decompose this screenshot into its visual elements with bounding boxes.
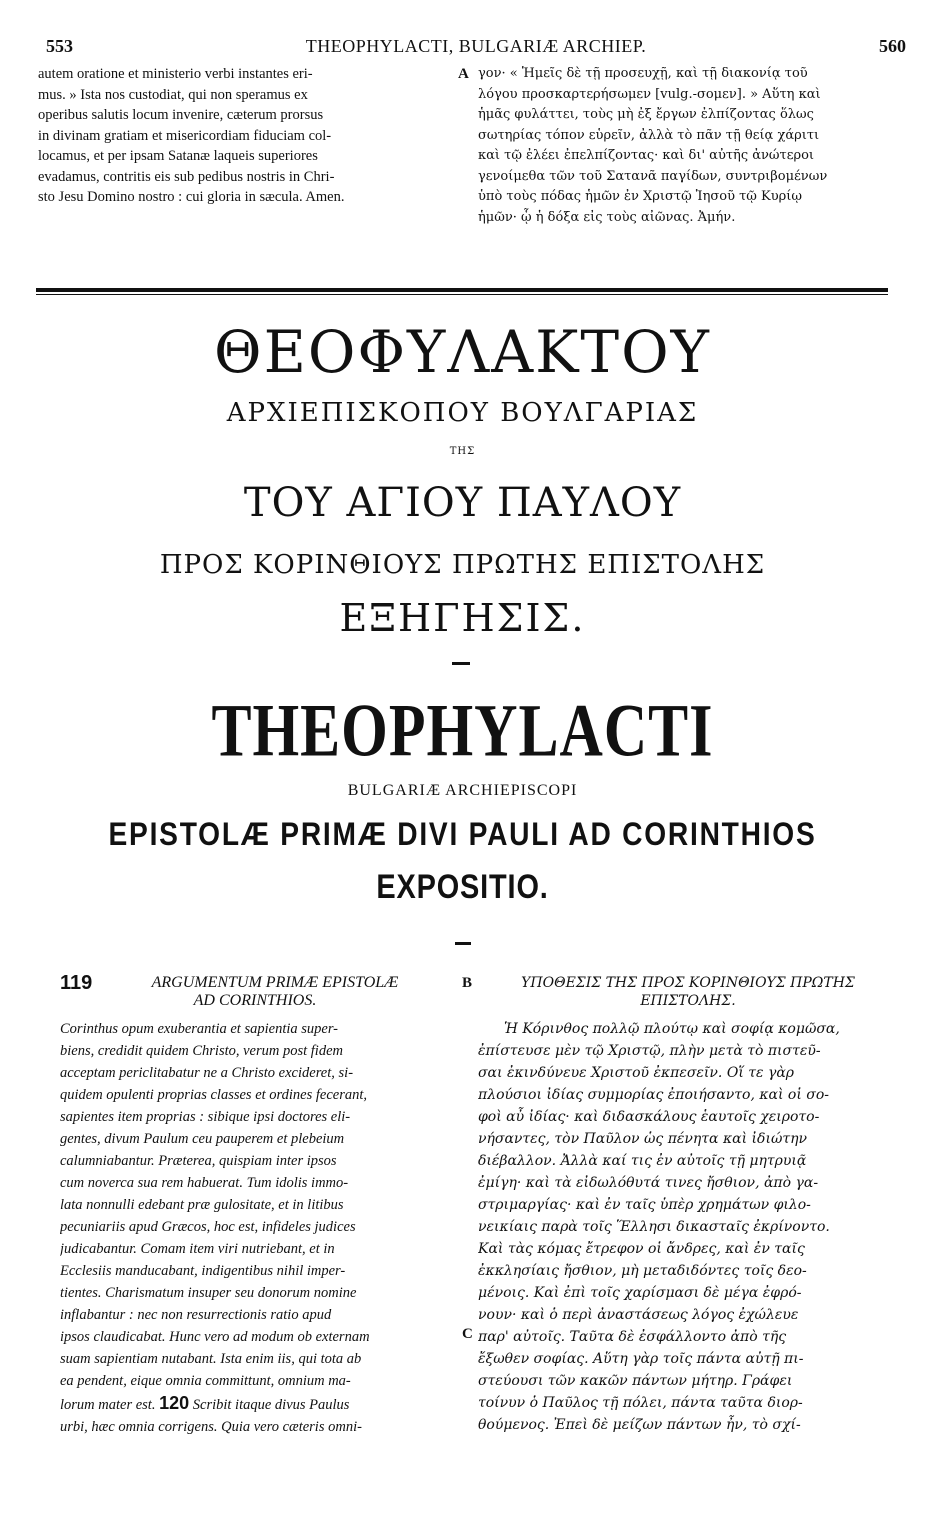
text-line: biens, credidit quidem Christo, verum post fidem <box>60 1043 343 1059</box>
text-line: θούμενος. Ἐπεὶ δὲ μείζων πάντων ἦν, τὸ σχί- <box>478 1417 801 1433</box>
greek-title-line-2: ΑΡΧΙΕΠΙΣΚΟΠΟΥ ΒΟΥΛΓΑΡΙΑΣ <box>226 398 699 428</box>
top-greek-column <box>478 64 908 228</box>
page-number-right: 560 <box>879 36 906 56</box>
text-line: γενοίμεθα τῶν τοῦ Σατανᾶ παγίδων, συντριβομένων <box>478 168 828 184</box>
section-heading-line: AD CORINTHIOS. <box>193 992 317 1009</box>
text-line: pecuniariis apud Græcos, hoc est, infideles judices <box>60 1219 356 1235</box>
text-line: lata nonnulli edebant præ gulositate, et in litibus <box>60 1197 344 1213</box>
text-line: gentes, divum Paulum ceu pauperem et plebeium <box>60 1131 345 1147</box>
title-divider-dash <box>452 662 470 665</box>
text-line: ἔξωθεν σοφίας. Αὕτη γὰρ τοῖς πάντα αὐτῇ πι- <box>478 1351 804 1367</box>
text-line: ἐκκλησίαις ἤσθιον, μὴ μεταδιδόντες τοῖς δεο- <box>478 1263 807 1279</box>
text-line: Ἡ Κόρινθος πολλῷ πλούτῳ καὶ σοφίᾳ κομῶσα, <box>504 1021 840 1037</box>
title-divider-dash <box>455 942 471 945</box>
margin-marker-a: A <box>458 66 469 82</box>
page-number-left: 553 <box>46 36 73 56</box>
text-line: νουν· καὶ ὁ περὶ ἀναστάσεως λόγος ἐχώλευε <box>478 1307 799 1323</box>
section-heading-latin <box>60 974 450 1010</box>
text-line: σωτηρίας τόπον εὑρεῖν, ἀλλὰ τὸ πᾶν τῇ θείᾳ χάριτι <box>478 127 820 143</box>
text-line: φοὶ αὖ ἰδίας· καὶ διδασκάλους ἑαυτοῖς χειροτο- <box>478 1109 820 1125</box>
text-line <box>60 1392 452 1416</box>
section-number-inline: 120 <box>159 1393 190 1413</box>
text-line: γον· « Ἡμεῖς δὲ τῇ προσευχῇ, καὶ τῇ διακονίᾳ τοῦ <box>478 66 808 81</box>
text-line: ea pendent, eique omnia committunt, omnium ma- <box>60 1373 351 1389</box>
section-heading-line: ΥΠΟΘΕΣΙΣ ΤΗΣ ΠΡΟΣ ΚΟΡΙΝΘΙΟΥΣ ΠΡΩΤΗΣ <box>521 975 855 991</box>
greek-title-line-6: ΕΞΗΓΗΣΙΣ. <box>339 596 586 640</box>
text-line: judicabantur. Comam item viri nutriebant, et in <box>60 1241 335 1257</box>
text-line: Ecclesiis manducabant, indigentibus nihil imper- <box>60 1263 346 1279</box>
text-line: παρ' αὐτοῖς. Ταῦτα δὲ ἐσφάλλοντο ἀπὸ τῆς <box>478 1329 787 1345</box>
latin-title-line-4: EXPOSITIO. <box>376 868 549 906</box>
text-line: mus. » Ista nos custodiat, qui non speramus ex <box>38 86 308 103</box>
text-line: inflabantur : nec non resurrectionis ratio apud <box>60 1307 332 1323</box>
section-heading-greek <box>478 974 898 1010</box>
text-line: ipsos claudicabat. Hunc vero ad modum ob externam <box>60 1329 370 1345</box>
text-line: quidem opulenti proprias classes et ordines fecerant, <box>60 1087 368 1103</box>
text-line: locamus, et per ipsam Satanæ laqueis superiores <box>38 148 318 164</box>
text-line: operibus salutis locum invenire, cæterum prorsus <box>38 107 324 123</box>
text-line: evadamus, contritis eis sub pedibus nostris in Chri- <box>38 168 335 185</box>
section-rule-thick <box>36 288 888 292</box>
text-line: ὑπὸ τοὺς πόδας ἡμῶν ἐν Χριστῷ Ἰησοῦ τῷ Κυρίῳ <box>478 189 802 204</box>
greek-title-line-4: ΤΟΥ ΑΓΙΟΥ ΠΑΥΛΟΥ <box>243 480 682 526</box>
text-line: Corinthus opum exuberantia et sapientia super- <box>60 1021 339 1037</box>
text-line: sapientes item proprias : sibique ipsi doctores eli- <box>60 1109 351 1125</box>
text-line: νήσαντες, τὸν Παῦλον ὡς πένητα καὶ ἰδιώτην <box>478 1131 807 1147</box>
text-line: νεικίαις παρὰ τοῖς Ἕλλησι δικασταῖς ἐκρίνοντο. <box>478 1219 830 1235</box>
text-line: acceptam periclitabatur ne a Christo excideret, si- <box>60 1065 354 1081</box>
text-line: τοίνυν ὁ Παῦλος τῇ πόλει, πάντα ταῦτα διορ- <box>478 1395 803 1411</box>
greek-title-main: ΘΕΟΦΥΛΑΚΤΟΥ <box>214 318 711 386</box>
margin-marker-c: C <box>462 1326 473 1342</box>
text-line: ἐπίστευσε μὲν τῷ Χριστῷ, πλὴν μετὰ τὸ πιστεῦ- <box>478 1043 821 1059</box>
latin-title-line-3: EPISTOLÆ PRIMÆ DIVI PAULI AD CORINTHIOS <box>108 816 817 852</box>
margin-marker-b: B <box>462 975 473 991</box>
text-line: autem oratione et ministerio verbi instantes eri- <box>38 66 313 82</box>
text-line: tientes. Charismatum insuper seu donorum nomine <box>60 1285 357 1301</box>
greek-title-line-5: ΠΡΟΣ ΚΟΡΙΝΘΙΟΥΣ ΠΡΩΤΗΣ ΕΠΙΣΤΟΛΗΣ <box>159 550 766 580</box>
text-line: urbi, hæc omnia corrigens. Quia vero cæteris omni- <box>60 1419 362 1435</box>
text-line: ἡμῶν· ᾧ ἡ δόξα εἰς τοὺς αἰῶνας. Ἀμήν. <box>478 209 736 225</box>
section-number-left: 119 <box>60 972 93 994</box>
text-line: cum noverca sua rem habuerat. Tum idolis immo- <box>60 1175 349 1191</box>
text-line: in divinam gratiam et misericordiam fiduciam col- <box>38 127 332 144</box>
latin-title-main: THEOPHYLACTI <box>211 689 714 772</box>
text-line: στριμαργίας· καὶ ἐν ταῖς ὑπὲρ χρημάτων φιλο- <box>478 1197 811 1213</box>
text-line: σαι ἐκινδύνευε Χριστοῦ ἐκπεσεῖν. Οἵ τε γὰρ <box>478 1065 795 1081</box>
text-line: καὶ τῷ ἐλέει ἐπελπίζοντας· καὶ δι' αὐτῆς ἀνώτεροι <box>478 148 815 163</box>
text-line: ἡμᾶς φυλάττει, τοὺς μὴ ἐξ ἔργων ἐλπίζοντας ὅλως <box>478 107 814 122</box>
greek-title-line-3: ΤΗΣ <box>449 446 476 457</box>
section-rule-thin <box>36 294 888 295</box>
running-header <box>46 36 906 58</box>
top-latin-column <box>38 64 453 208</box>
running-title: THEOPHYLACTI, BULGARIÆ ARCHIEP. <box>305 36 647 56</box>
text-line: στεύουσι τῶν κακῶν πάντων μήτηρ. Γράφει <box>478 1373 793 1389</box>
text-line: Καὶ τὰς κόμας ἔτρεφον οἱ ἄνδρες, καὶ ἐν ταῖς <box>478 1241 805 1257</box>
text-fragment: Scribit itaque divus Paulus <box>192 1397 350 1413</box>
text-line: ἐμίγη· καὶ τὰ εἰδωλόθυτά τινες ἤσθιον, ἀπὸ γα- <box>478 1175 819 1191</box>
text-line: λόγου προσκαρτερήσωμεν [vulg.-σομεν]. » Αὕτη καὶ <box>478 86 821 102</box>
text-line: διέβαλλον. Ἀλλὰ καί τις ἐν αὐτοῖς τῇ μητρυιᾷ <box>478 1153 807 1169</box>
body-greek-column <box>478 1018 908 1436</box>
text-line: sto Jesu Domino nostro : cui gloria in sæcula. Amen. <box>38 189 345 205</box>
text-line: suam sapientiam nutabant. Ista enim iis, qui tota ab <box>60 1351 362 1367</box>
body-latin-column <box>60 1018 452 1438</box>
text-line: πλούσιοι ἰδίας συμμορίας ἐποιήσαντο, καὶ οἱ σο- <box>478 1087 830 1103</box>
latin-title-line-2: BULGARIÆ ARCHIEPISCOPI <box>347 782 578 799</box>
text-fragment: lorum mater est. <box>60 1397 156 1413</box>
section-heading-line: ARGUMENTUM PRIMÆ EPISTOLÆ <box>151 974 399 991</box>
text-line: calumniabantur. Præterea, quispiam inter ipsos <box>60 1153 337 1169</box>
text-line: μένοις. Καὶ ἐπὶ τοῖς χαρίσμασι δὲ μέγα ἐφρό- <box>478 1285 802 1301</box>
section-heading-line: ΕΠΙΣΤΟΛΗΣ. <box>640 993 736 1009</box>
